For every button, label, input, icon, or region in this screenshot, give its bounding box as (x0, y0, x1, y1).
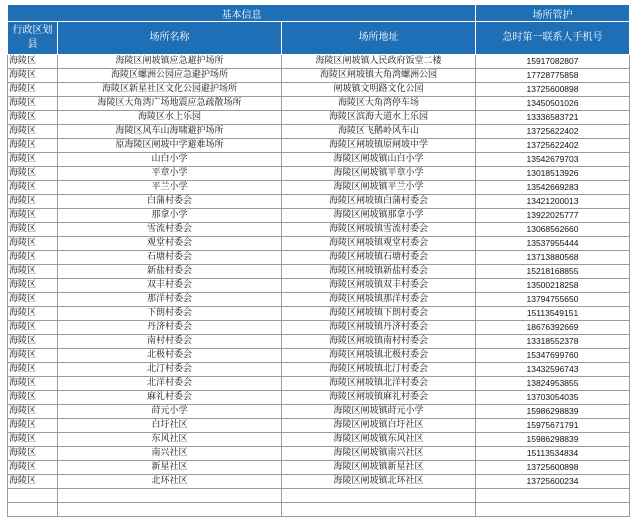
cell-address[interactable]: 海陵区闸坡镇下朗村委会 (282, 307, 476, 321)
cell-address[interactable]: 海陵区闸坡镇大角湾螺洲公园 (282, 69, 476, 83)
cell-address[interactable]: 海陵区闸坡镇莳元小学 (282, 405, 476, 419)
cell-district[interactable]: 海陵区 (8, 139, 58, 153)
table-row (8, 125, 630, 139)
shelter-table (7, 4, 630, 517)
cell-phone[interactable]: 13725600898 (476, 461, 630, 475)
cell-district[interactable]: 海陵区 (8, 237, 58, 251)
cell-name[interactable]: 北环社区 (58, 475, 282, 489)
spreadsheet (7, 4, 630, 517)
cell-district[interactable]: 海陵区 (8, 321, 58, 335)
cell-name[interactable]: 新星社区 (58, 461, 282, 475)
cell-district[interactable]: 海陵区 (8, 223, 58, 237)
cell-district[interactable]: 海陵区 (8, 391, 58, 405)
cell-address[interactable]: 海陵区闸坡镇北极村委会 (282, 349, 476, 363)
table-row (8, 83, 630, 97)
cell-address[interactable]: 海陵区闸坡镇北汀村委会 (282, 363, 476, 377)
table-body (8, 55, 630, 517)
table-row (8, 293, 630, 307)
cell-name[interactable]: 观堂村委会 (58, 237, 282, 251)
cell-name[interactable]: 石塘村委会 (58, 251, 282, 265)
cell-address[interactable]: 海陵区闸坡镇新盐村委会 (282, 265, 476, 279)
cell-name[interactable]: 海陵区大角湾广场地震应急疏散场所 (58, 97, 282, 111)
cell-phone[interactable]: 18676392669 (476, 321, 630, 335)
cell-name[interactable]: 海陵区风车山海啸避护场所 (58, 125, 282, 139)
cell-name[interactable]: 白圩社区 (58, 419, 282, 433)
table-row (8, 405, 630, 419)
cell-address[interactable]: 海陵区闸坡镇原闸坡中学 (282, 139, 476, 153)
cell-district[interactable]: 海陵区 (8, 335, 58, 349)
cell-district[interactable]: 海陵区 (8, 349, 58, 363)
cell-name[interactable]: 丹济村委会 (58, 321, 282, 335)
empty-cell[interactable] (58, 489, 282, 503)
cell-phone[interactable]: 15975671791 (476, 419, 630, 433)
cell-name[interactable]: 雪流村委会 (58, 223, 282, 237)
cell-name[interactable]: 新盐村委会 (58, 265, 282, 279)
empty-row (8, 503, 630, 517)
header-group-basic: 基本信息 (8, 5, 476, 22)
header-group-manage: 场所管护 (476, 5, 630, 22)
cell-name[interactable]: 海陵区螺洲公园应急避护场所 (58, 69, 282, 83)
cell-address[interactable]: 闸坡镇文明路文化公园 (282, 83, 476, 97)
cell-address[interactable]: 海陵区闸坡镇山白小学 (282, 153, 476, 167)
cell-phone[interactable]: 15218168855 (476, 265, 630, 279)
cell-address[interactable]: 海陵区闸坡镇北环社区 (282, 475, 476, 489)
cell-address[interactable]: 海陵区闸坡镇丹济村委会 (282, 321, 476, 335)
header-address: 场所地址 (282, 22, 476, 55)
cell-phone[interactable]: 15917082807 (476, 55, 630, 69)
cell-name[interactable]: 双丰村委会 (58, 279, 282, 293)
cell-address[interactable]: 海陵区闸坡镇人民政府饭堂二楼 (282, 55, 476, 69)
cell-address[interactable]: 海陵区闸坡镇那拿小学 (282, 209, 476, 223)
cell-name[interactable]: 东风社区 (58, 433, 282, 447)
table-row (8, 419, 630, 433)
table-row (8, 55, 630, 69)
cell-district[interactable]: 海陵区 (8, 209, 58, 223)
cell-phone[interactable]: 13537955444 (476, 237, 630, 251)
table-row (8, 377, 630, 391)
cell-name[interactable]: 平章小学 (58, 167, 282, 181)
cell-district[interactable]: 海陵区 (8, 405, 58, 419)
header-phone: 急时第一联系人手机号 (476, 22, 630, 55)
table-row (8, 195, 630, 209)
cell-name[interactable]: 那洋村委会 (58, 293, 282, 307)
cell-phone[interactable]: 13713880568 (476, 251, 630, 265)
cell-phone[interactable]: 13725622402 (476, 125, 630, 139)
cell-name[interactable]: 白蒲村委会 (58, 195, 282, 209)
cell-phone[interactable]: 15986298839 (476, 405, 630, 419)
cell-address[interactable]: 海陵区闸坡镇南村村委会 (282, 335, 476, 349)
cell-address[interactable]: 海陵区闸坡镇白蒲村委会 (282, 195, 476, 209)
table-row (8, 139, 630, 153)
cell-district[interactable]: 海陵区 (8, 475, 58, 489)
cell-phone[interactable]: 13725622402 (476, 139, 630, 153)
cell-phone[interactable]: 13794755650 (476, 293, 630, 307)
cell-name[interactable]: 海陵区闸坡镇应急避护场所 (58, 55, 282, 69)
table-row (8, 433, 630, 447)
cell-phone[interactable]: 13824953855 (476, 377, 630, 391)
cell-district[interactable]: 海陵区 (8, 447, 58, 461)
cell-district[interactable]: 海陵区 (8, 363, 58, 377)
cell-phone[interactable]: 13725600234 (476, 475, 630, 489)
cell-district[interactable]: 海陵区 (8, 83, 58, 97)
cell-phone[interactable]: 13068562660 (476, 223, 630, 237)
empty-cell[interactable] (282, 503, 476, 517)
cell-name[interactable]: 下朗村委会 (58, 307, 282, 321)
cell-phone[interactable]: 13018513926 (476, 167, 630, 181)
header-district: 行政区划县 (8, 22, 58, 55)
empty-cell[interactable] (58, 503, 282, 517)
cell-address[interactable]: 海陵区闸坡镇麻礼村委会 (282, 391, 476, 405)
cell-phone[interactable]: 17728775858 (476, 69, 630, 83)
table-row (8, 111, 630, 125)
table-row (8, 237, 630, 251)
table-row (8, 279, 630, 293)
cell-district[interactable]: 海陵区 (8, 433, 58, 447)
cell-address[interactable]: 海陵区闸坡镇南兴社区 (282, 447, 476, 461)
cell-phone[interactable]: 15113549151 (476, 307, 630, 321)
cell-address[interactable]: 海陵区闸坡镇新星社区 (282, 461, 476, 475)
cell-name[interactable]: 那拿小学 (58, 209, 282, 223)
cell-name[interactable]: 原海陵区闸坡中学避难场所 (58, 139, 282, 153)
cell-address[interactable]: 海陵区闸坡镇平兰小学 (282, 181, 476, 195)
cell-name[interactable]: 山白小学 (58, 153, 282, 167)
cell-name[interactable]: 海陵区新星社区文化公园避护场所 (58, 83, 282, 97)
cell-address[interactable]: 海陵区闸坡镇东风社区 (282, 433, 476, 447)
cell-name[interactable]: 平兰小学 (58, 181, 282, 195)
cell-phone[interactable]: 13542669283 (476, 181, 630, 195)
table-row (8, 321, 630, 335)
cell-phone[interactable]: 15986298839 (476, 433, 630, 447)
table-row (8, 223, 630, 237)
table-row (8, 475, 630, 489)
cell-district[interactable]: 海陵区 (8, 251, 58, 265)
cell-phone[interactable]: 13500218258 (476, 279, 630, 293)
empty-cell[interactable] (8, 489, 58, 503)
cell-name[interactable]: 海陵区水上乐园 (58, 111, 282, 125)
cell-district[interactable]: 海陵区 (8, 377, 58, 391)
header-name: 场所名称 (58, 22, 282, 55)
cell-district[interactable]: 海陵区 (8, 293, 58, 307)
cell-phone[interactable]: 13922025777 (476, 209, 630, 223)
cell-address[interactable]: 海陵区滨海大道水上乐园 (282, 111, 476, 125)
cell-phone[interactable]: 13542679703 (476, 153, 630, 167)
cell-name[interactable]: 北洋村委会 (58, 377, 282, 391)
cell-district[interactable]: 海陵区 (8, 111, 58, 125)
cell-address[interactable]: 海陵区大角湾停车场 (282, 97, 476, 111)
table-row (8, 335, 630, 349)
cell-district[interactable]: 海陵区 (8, 307, 58, 321)
table-row (8, 181, 630, 195)
cell-name[interactable]: 麻礼村委会 (58, 391, 282, 405)
table-row (8, 461, 630, 475)
table-row (8, 97, 630, 111)
table-row (8, 391, 630, 405)
cell-address[interactable]: 海陵区闸坡镇白圩社区 (282, 419, 476, 433)
cell-phone[interactable]: 13725600898 (476, 83, 630, 97)
empty-row (8, 489, 630, 503)
cell-address[interactable]: 海陵区闸坡镇观堂村委会 (282, 237, 476, 251)
cell-district[interactable]: 海陵区 (8, 125, 58, 139)
table-row (8, 363, 630, 377)
table-row (8, 167, 630, 181)
cell-district[interactable]: 海陵区 (8, 265, 58, 279)
table-row (8, 153, 630, 167)
cell-address[interactable]: 海陵区闸坡镇雪流村委会 (282, 223, 476, 237)
cell-phone[interactable]: 13450501026 (476, 97, 630, 111)
cell-district[interactable]: 海陵区 (8, 181, 58, 195)
cell-name[interactable]: 南村村委会 (58, 335, 282, 349)
cell-district[interactable]: 海陵区 (8, 97, 58, 111)
cell-address[interactable]: 海陵区闸坡镇那洋村委会 (282, 293, 476, 307)
cell-district[interactable]: 海陵区 (8, 69, 58, 83)
empty-cell[interactable] (476, 503, 630, 517)
cell-phone[interactable]: 13421200013 (476, 195, 630, 209)
cell-phone[interactable]: 13432596743 (476, 363, 630, 377)
cell-address[interactable]: 海陵区闸坡镇石塘村委会 (282, 251, 476, 265)
cell-address[interactable]: 海陵区闸坡镇北洋村委会 (282, 377, 476, 391)
cell-name[interactable]: 南兴社区 (58, 447, 282, 461)
empty-cell[interactable] (282, 489, 476, 503)
table-row (8, 349, 630, 363)
cell-address[interactable]: 海陵区飞鹅岭风车山 (282, 125, 476, 139)
cell-address[interactable]: 海陵区闸坡镇平章小学 (282, 167, 476, 181)
empty-cell[interactable] (8, 503, 58, 517)
table-row (8, 307, 630, 321)
cell-name[interactable]: 北汀村委会 (58, 363, 282, 377)
table-row (8, 69, 630, 83)
cell-name[interactable]: 莳元小学 (58, 405, 282, 419)
empty-cell[interactable] (476, 489, 630, 503)
cell-district[interactable]: 海陵区 (8, 419, 58, 433)
cell-district[interactable]: 海陵区 (8, 279, 58, 293)
table-row (8, 251, 630, 265)
cell-phone[interactable]: 15347699760 (476, 349, 630, 363)
cell-phone[interactable]: 13703054035 (476, 391, 630, 405)
table-row (8, 209, 630, 223)
cell-name[interactable]: 北极村委会 (58, 349, 282, 363)
cell-district[interactable]: 海陵区 (8, 195, 58, 209)
cell-phone[interactable]: 15113534834 (476, 447, 630, 461)
cell-phone[interactable]: 13336583721 (476, 111, 630, 125)
table-row (8, 447, 630, 461)
cell-address[interactable]: 海陵区闸坡镇双丰村委会 (282, 279, 476, 293)
cell-district[interactable]: 海陵区 (8, 461, 58, 475)
cell-phone[interactable]: 13318552378 (476, 335, 630, 349)
cell-district[interactable]: 海陵区 (8, 55, 58, 69)
cell-district[interactable]: 海陵区 (8, 167, 58, 181)
table-row (8, 265, 630, 279)
cell-district[interactable]: 海陵区 (8, 153, 58, 167)
